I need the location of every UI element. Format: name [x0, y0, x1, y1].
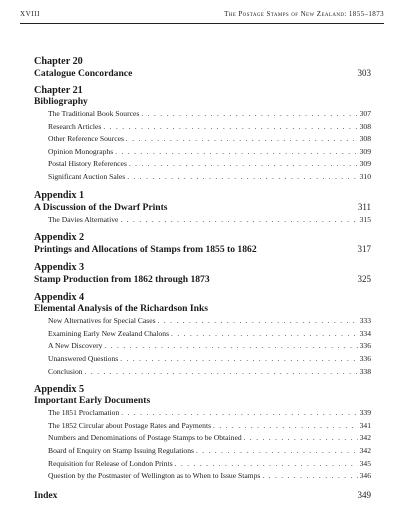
toc-section — [34, 56, 371, 80]
entry-label: Question by the Postmaster of Wellington as to When to Issue Stamps — [48, 471, 261, 481]
dot-leader — [244, 433, 358, 445]
entry-page-number: 309 — [359, 146, 371, 156]
dot-leader — [104, 341, 357, 353]
entry-label: Opinion Monographs — [48, 146, 114, 156]
entry-page-number: 346 — [359, 471, 371, 481]
dot-leader — [121, 408, 357, 420]
entry-page-number: 342 — [359, 445, 371, 455]
toc-entry[interactable] — [34, 407, 371, 420]
dot-leader — [103, 122, 357, 134]
entry-label: Requisition for Release of London Prints — [48, 458, 173, 468]
dot-leader — [120, 215, 357, 227]
dot-leader — [115, 147, 357, 159]
toc-entry[interactable] — [34, 420, 371, 433]
section-title-row[interactable] — [34, 201, 371, 214]
entry-label: The 1851 Proclamation — [48, 408, 120, 418]
toc-entry[interactable] — [34, 470, 371, 483]
entry-label: Other Reference Sources — [48, 134, 124, 144]
entry-page-number: 308 — [359, 134, 371, 144]
section-heading: Appendix 5 — [34, 384, 85, 396]
entry-page-number: 310 — [359, 171, 371, 181]
entry-page-number: 307 — [359, 109, 371, 118]
section-heading: Chapter 21 — [34, 85, 83, 96]
section-heading: Appendix 3 — [34, 262, 85, 274]
entry-label: Unanswered Questions — [48, 353, 119, 363]
section-heading: Appendix 1 — [34, 189, 85, 201]
section-page-number: 349 — [357, 489, 371, 500]
section-title-row[interactable] — [34, 303, 371, 315]
entry-page-number: 341 — [359, 420, 371, 430]
dot-leader — [196, 446, 358, 458]
entry-label: The Davies Alternative — [48, 214, 119, 224]
toc-entry[interactable] — [34, 146, 371, 159]
entry-label: Examining Early New Zealand Chalons — [48, 328, 170, 338]
entry-label: Board of Enquiry on Stamp Issuing Regulations — [48, 445, 194, 455]
entry-label: Significant Auction Sales — [48, 171, 126, 181]
entry-page-number: 333 — [359, 316, 371, 326]
entry-label: Postal History References — [48, 159, 127, 169]
toc-entry[interactable] — [34, 121, 371, 134]
section-heading: Appendix 4 — [34, 292, 85, 304]
toc-entry[interactable] — [34, 133, 371, 146]
section-heading: Appendix 2 — [34, 232, 85, 244]
entry-page-number: 315 — [359, 214, 371, 224]
toc-entry[interactable] — [34, 108, 371, 121]
section-title: Bibliography — [34, 96, 88, 107]
folio: XVIII — [20, 10, 41, 18]
entry-label: New Alternatives for Special Cases — [48, 316, 156, 326]
entry-label: The Traditional Book Sources — [48, 109, 140, 118]
toc-section — [34, 232, 371, 256]
header-rule — [20, 23, 384, 24]
section-page-number: 317 — [357, 244, 371, 255]
toc-entry[interactable] — [34, 171, 371, 184]
toc-entry[interactable] — [34, 340, 371, 353]
dot-leader — [141, 109, 357, 121]
dot-leader — [171, 329, 358, 341]
toc-entry[interactable] — [34, 214, 371, 227]
section-title-row[interactable] — [34, 273, 371, 286]
toc-entry[interactable] — [34, 328, 371, 341]
entry-label: Numbers and Denominations of Postage Stamps to be Obtained — [48, 433, 242, 443]
section-title: Important Early Documents — [34, 395, 151, 407]
toc-section — [34, 292, 371, 378]
entry-page-number: 336 — [359, 353, 371, 363]
entry-page-number: 338 — [359, 366, 371, 376]
toc-section — [34, 384, 371, 483]
dot-leader — [126, 134, 358, 146]
section-title: Catalogue Concordance — [34, 68, 133, 79]
section-title-row[interactable] — [34, 67, 371, 80]
entry-label: Conclusion — [48, 366, 83, 376]
section-title-row[interactable] — [34, 96, 371, 108]
entry-label: A New Discovery — [48, 341, 103, 351]
entry-label: The 1852 Circular about Postage Rates and Payments — [48, 420, 212, 430]
table-of-contents — [34, 56, 371, 508]
entry-page-number: 336 — [359, 341, 371, 351]
toc-section — [34, 85, 371, 184]
toc-entry[interactable] — [34, 353, 371, 366]
entry-page-number: 308 — [359, 121, 371, 131]
dot-leader — [175, 459, 358, 471]
entry-page-number: 345 — [359, 458, 371, 468]
section-page-number: 311 — [357, 201, 371, 212]
toc-section — [34, 262, 371, 286]
dot-leader — [213, 421, 358, 433]
page-header — [20, 10, 384, 24]
section-title: Index — [34, 489, 58, 501]
dot-leader — [129, 159, 358, 171]
section-page-number: 325 — [357, 274, 371, 285]
running-title: The Postage Stamps of New Zealand: 1855–1873 — [224, 10, 384, 18]
dot-leader — [158, 316, 358, 328]
entry-page-number: 342 — [359, 433, 371, 443]
dot-leader — [262, 471, 357, 483]
section-title: Stamp Production from 1862 through 1873 — [34, 274, 210, 286]
toc-entry[interactable] — [34, 315, 371, 328]
toc-entry[interactable] — [34, 432, 371, 445]
entry-page-number: 339 — [359, 408, 371, 418]
section-title: Printings and Allocations of Stamps from 1855 to 1862 — [34, 244, 257, 256]
section-title-row[interactable] — [34, 243, 371, 256]
dot-leader — [127, 172, 357, 184]
toc-entry[interactable] — [34, 445, 371, 458]
toc-entry[interactable] — [34, 458, 371, 471]
entry-label: Research Articles — [48, 121, 102, 131]
toc-entry[interactable] — [34, 366, 371, 379]
entry-page-number: 309 — [359, 159, 371, 169]
section-title-row[interactable] — [34, 395, 371, 407]
entry-page-number: 334 — [359, 328, 371, 338]
section-title: A Discussion of the Dwarf Prints — [34, 201, 168, 213]
dot-leader — [120, 354, 357, 366]
toc-entry[interactable] — [34, 158, 371, 171]
section-title: Elemental Analysis of the Richardson Inks — [34, 303, 209, 315]
dot-leader — [85, 367, 358, 379]
section-heading: Chapter 20 — [34, 56, 83, 67]
toc-section — [34, 190, 371, 227]
section-page-number: 303 — [357, 68, 371, 78]
